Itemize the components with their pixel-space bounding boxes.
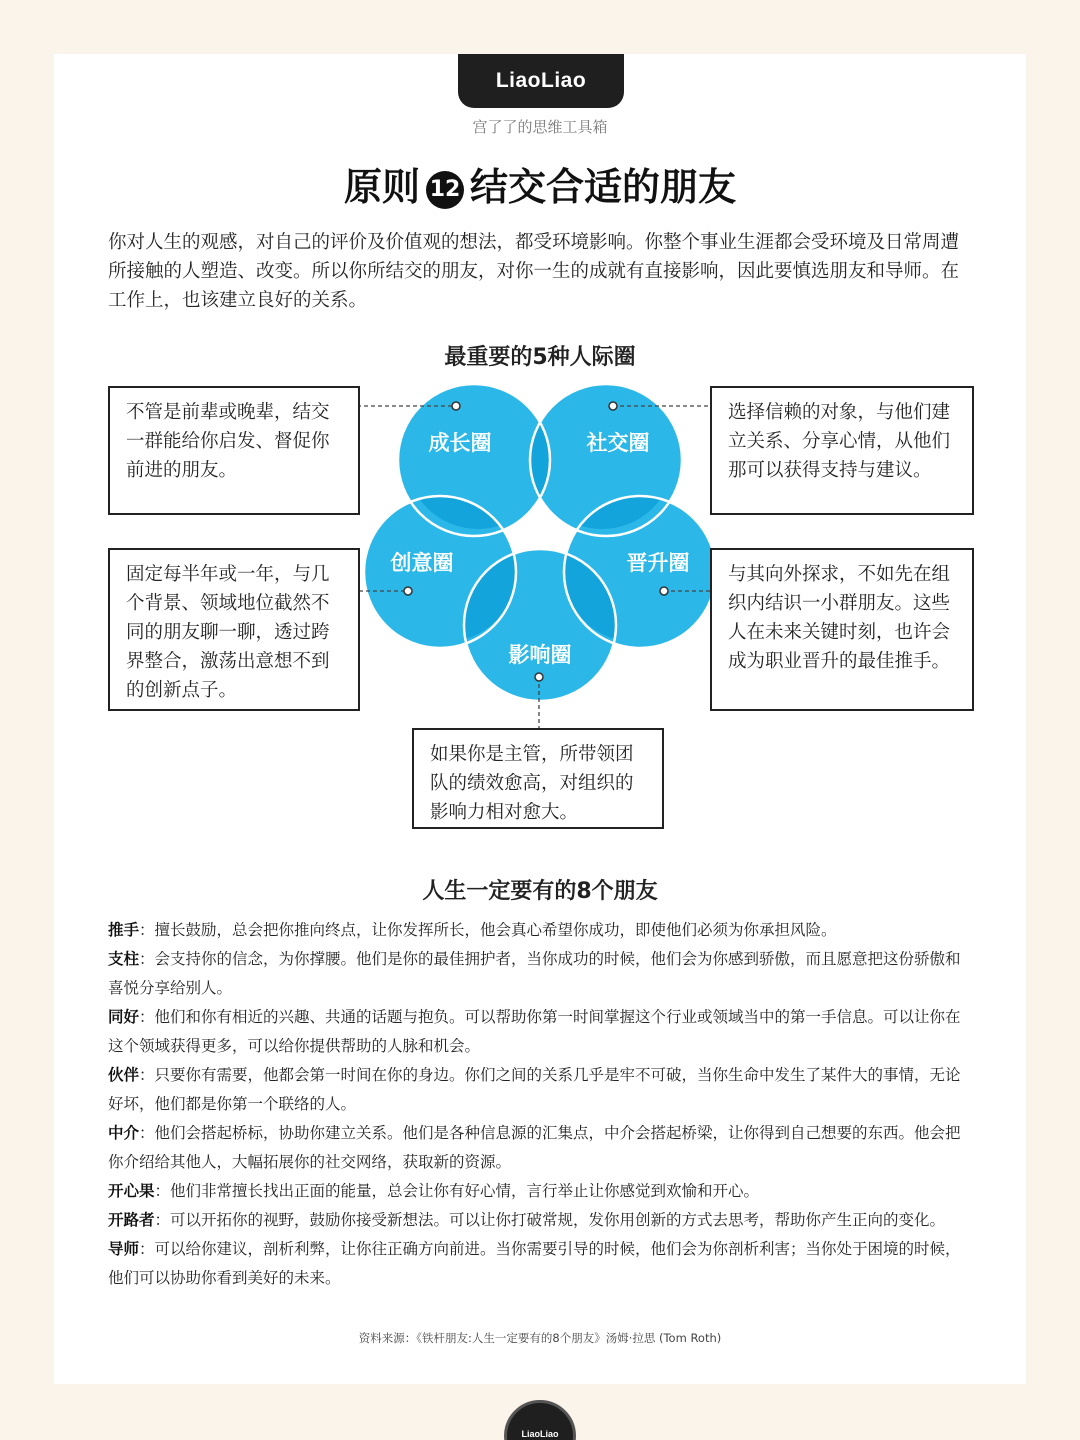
friend-name: 伙伴 [108,1066,140,1084]
list-item: 推手：擅长鼓励，总会把你推向终点，让你发挥所长，他会真心希望你成功，即使他们必须为你承担风险。 [108,921,837,939]
friend-name: 推手 [108,921,140,939]
seal-text: LiaoLiao [521,1429,559,1439]
friend-name: 开路者 [108,1211,155,1229]
list-item: 开心果：他们非常擅长找出正面的能量，总会让你有好心情，言行举止让你感觉到欢愉和开心。 [108,1182,760,1200]
friend-description: 可以开拓你的视野，鼓励你接受新想法。可以让你打破常规，发你用创新的方式去思考，帮助你产生正向的变化。 [170,1211,946,1229]
brand-logo-text: LiaoLiao [495,69,587,92]
label-creative: 创意圈 [390,551,454,575]
label-influence: 影响圈 [508,643,572,667]
desc-box-creative: 固定每半年或一年，与几个背景、领域地位截然不同的朋友聊一聊，透过跨界整合，激荡出意想不到的创新点子。 [108,548,360,711]
friend-description: 他们非常擅长找出正面的能量，总会让你有好心情，言行举止让你感觉到欢愉和开心。 [170,1182,760,1200]
friend-name: 导师 [108,1240,140,1258]
intro-paragraph: 你对人生的观感，对自己的评价及价值观的想法，都受环境影响。你整个事业生涯都会受环境及日常周遭所接触的人塑造、改变。所以你所结交的朋友，对你一生的成就有直接影响，因此要慎选朋友和导师。在工作上，也该建立良好的关系。 [108,232,960,311]
label-promotion: 晋升圈 [626,551,690,575]
friend-description: 只要你有需要，他都会第一时间在你的身边。你们之间的关系几乎是牢不可破，当你生命中发生了某件大的事情，无论好坏，他们都是你第一个联络的人。 [108,1066,961,1113]
circles-section-title: 最重要的5种人际圈 [444,345,636,370]
friend-name: 开心果 [108,1182,155,1200]
list-item: 伙伴：只要你有需要，他都会第一时间在你的身边。你们之间的关系几乎是牢不可破，当你生命中发生了某件大的事情，无论好坏，他们都是你第一个联络的人。 [108,1066,961,1113]
friend-description: 可以给你建议，剖析利弊，让你往正确方向前进。当你需要引导的时候，他们会为你剖析利害；当你处于困境的时候，他们可以协助你看到美好的未来。 [108,1240,961,1287]
friend-description: 他们和你有相近的兴趣、共通的话题与抱负。可以帮助你第一时间掌握这个行业或领域当中的第一手信息。可以让你在这个领域获得更多，可以给你提供帮助的人脉和机会。 [108,1008,961,1055]
list-item: 导师：可以给你建议，剖析利弊，让你往正确方向前进。当你需要引导的时候，他们会为你剖析利害；当你处于困境的时候，他们可以协助你看到美好的未来。 [108,1240,961,1287]
desc-box-promotion: 与其向外探求，不如先在组织内结识一小群朋友。这些人在未来关键时刻，也许会成为职业晋升的最佳推手。 [710,548,974,711]
list-item: 支柱：会支持你的信念，为你撑腰。他们是你的最佳拥护者，当你成功的时候，他们会为你感到骄傲，而且愿意把这份骄傲和喜悦分享给别人。 [108,950,961,997]
subtitle: 宫了了的思维工具箱 [472,118,608,136]
desc-box-influence: 如果你是主管，所带领团队的绩效愈高，对组织的影响力相对愈大。 [412,728,664,829]
friends-list [108,916,974,1293]
list-item: 同好：他们和你有相近的兴趣、共通的话题与抱负。可以帮助你第一时间掌握这个行业或领域当中的第一手信息。可以让你在这个领域获得更多，可以给你提供帮助的人脉和机会。 [108,1008,961,1055]
list-item: 开路者：可以开拓你的视野，鼓励你接受新想法。可以让你打破常规，发你用创新的方式去思考，帮助你产生正向的变化。 [108,1211,946,1229]
friend-name: 中介 [108,1124,140,1142]
desc-box-social: 选择信赖的对象，与他们建立关系、分享心情，从他们那可以获得支持与建议。 [710,386,974,515]
desc-box-growth: 不管是前辈或晚辈，结交一群能给你启发、督促你前进的朋友。 [108,386,360,515]
friend-name: 支柱 [108,950,140,968]
friend-description: 擅长鼓励，总会把你推向终点，让你发挥所长，他会真心希望你成功，即使他们必须为你承担风险。 [154,921,837,939]
friend-description: 会支持你的信念，为你撑腰。他们是你的最佳拥护者，当你成功的时候，他们会为你感到骄傲，而且愿意把这份骄傲和喜悦分享给别人。 [108,950,961,997]
source-citation: 资料来源：《铁杆朋友:人生一定要有的8个朋友》汤姆·拉思 (Tom Roth) [358,1331,722,1345]
title-prefix: 原则 [343,165,420,209]
principle-number-badge: 12 [426,171,464,209]
friends-section-title: 人生一定要有的8个朋友 [422,879,658,904]
friend-description: 他们会搭起桥标，协助你建立关系。他们是各种信息源的汇集点，中介会搭起桥梁，让你得到自己想要的东西。他会把你介绍给其他人，大幅拓展你的社交网络，获取新的资源。 [108,1124,961,1171]
friend-name: 同好 [108,1008,140,1026]
list-item: 中介：他们会搭起桥标，协助你建立关系。他们是各种信息源的汇集点，中介会搭起桥梁，让你得到自己想要的东西。他会把你介绍给其他人，大幅拓展你的社交网络，获取新的资源。 [108,1124,961,1171]
title-text: 结交合适的朋友 [470,165,737,209]
label-social: 社交圈 [586,431,650,455]
label-growth: 成长圈 [428,431,492,455]
